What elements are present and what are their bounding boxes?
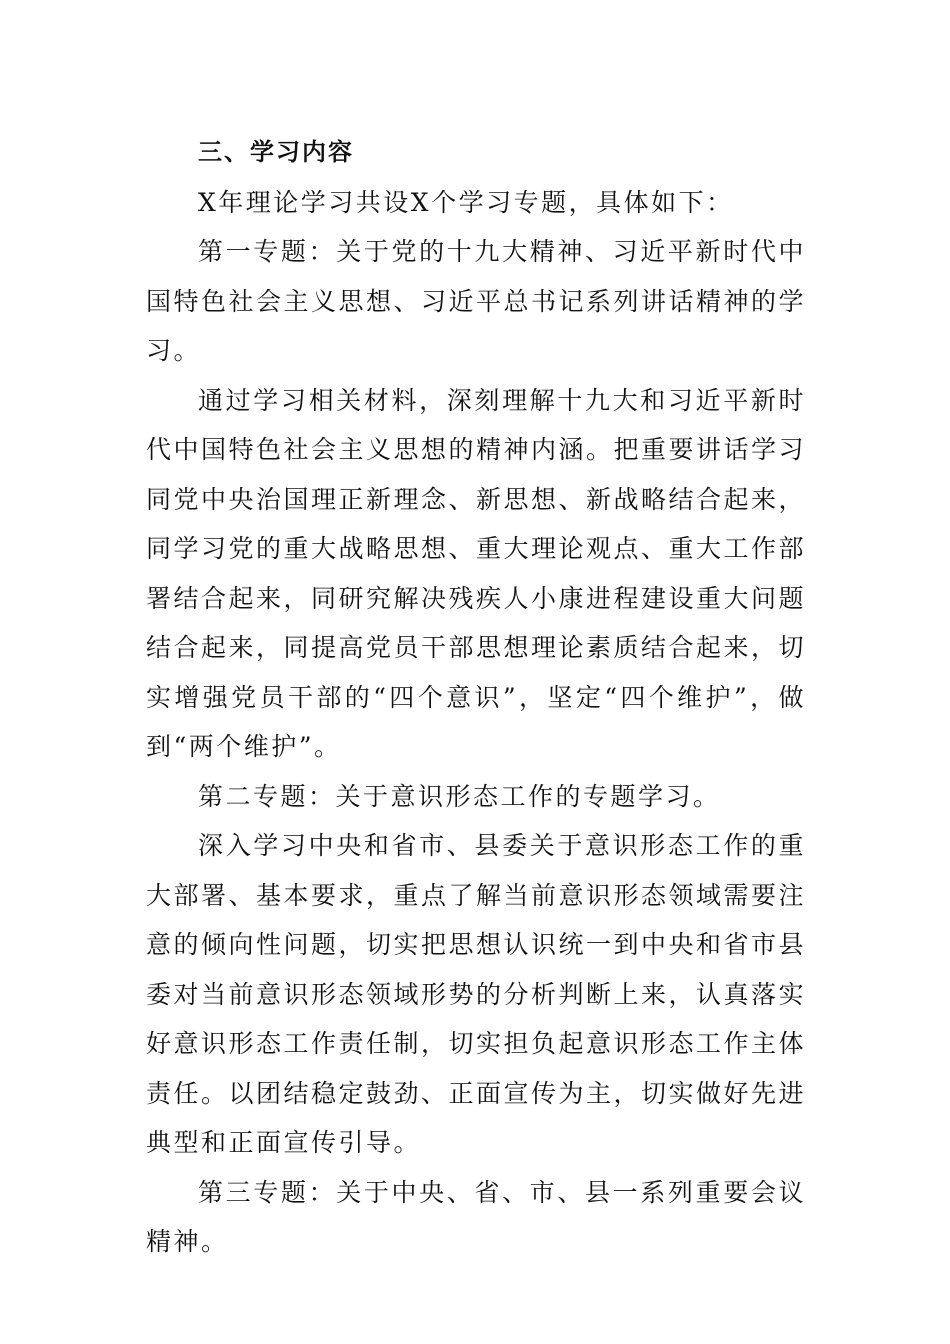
section-heading: 三、学习内容 — [198, 138, 354, 166]
topic-two-body: 深入学习中央和省市、县委关于意识形态工作的重大部署、基本要求，重点了解当前意识形态领域需要注意的倾向性问题，切实把思想认识统一到中央和省市县委对当前意识形态领域形势的分析判断上来，认真落实好意识形态工作责任制，切实担负起意识形态工作主体责任。以团结稳定鼓劲、正面宣传为主，切实做好先进典型和正面宣传引导。 — [146, 831, 807, 1157]
topic-two-title: 第二专题：关于意识形态工作的专题学习。 — [198, 781, 721, 811]
document-body — [146, 128, 806, 1267]
intro-paragraph: X年理论学习共设X个学习专题，具体如下： — [198, 187, 734, 217]
topic-one-body: 通过学习相关材料，深刻理解十九大和习近平新时代中国特色社会主义思想的精神内涵。把重要讲话学习同党中央治国理正新理念、新思想、新战略结合起来，同学习党的重大战略思想、重大理论观点、重大工作部署结合起来，同研究解决残疾人小康进程建设重大问题结合起来，同提高党员干部思想理论素质结合起来，切实增强党员干部的“四个意识”，坚定“四个维护”，做到“两个维护”。 — [146, 385, 807, 761]
topic-one-title: 第一专题：关于党的十九大精神、习近平新时代中国特色社会主义思想、习近平总书记系列讲话精神的学习。 — [146, 237, 807, 365]
topic-three-title: 第三专题：关于中央、省、市、县一系列重要会议精神。 — [146, 1177, 806, 1256]
